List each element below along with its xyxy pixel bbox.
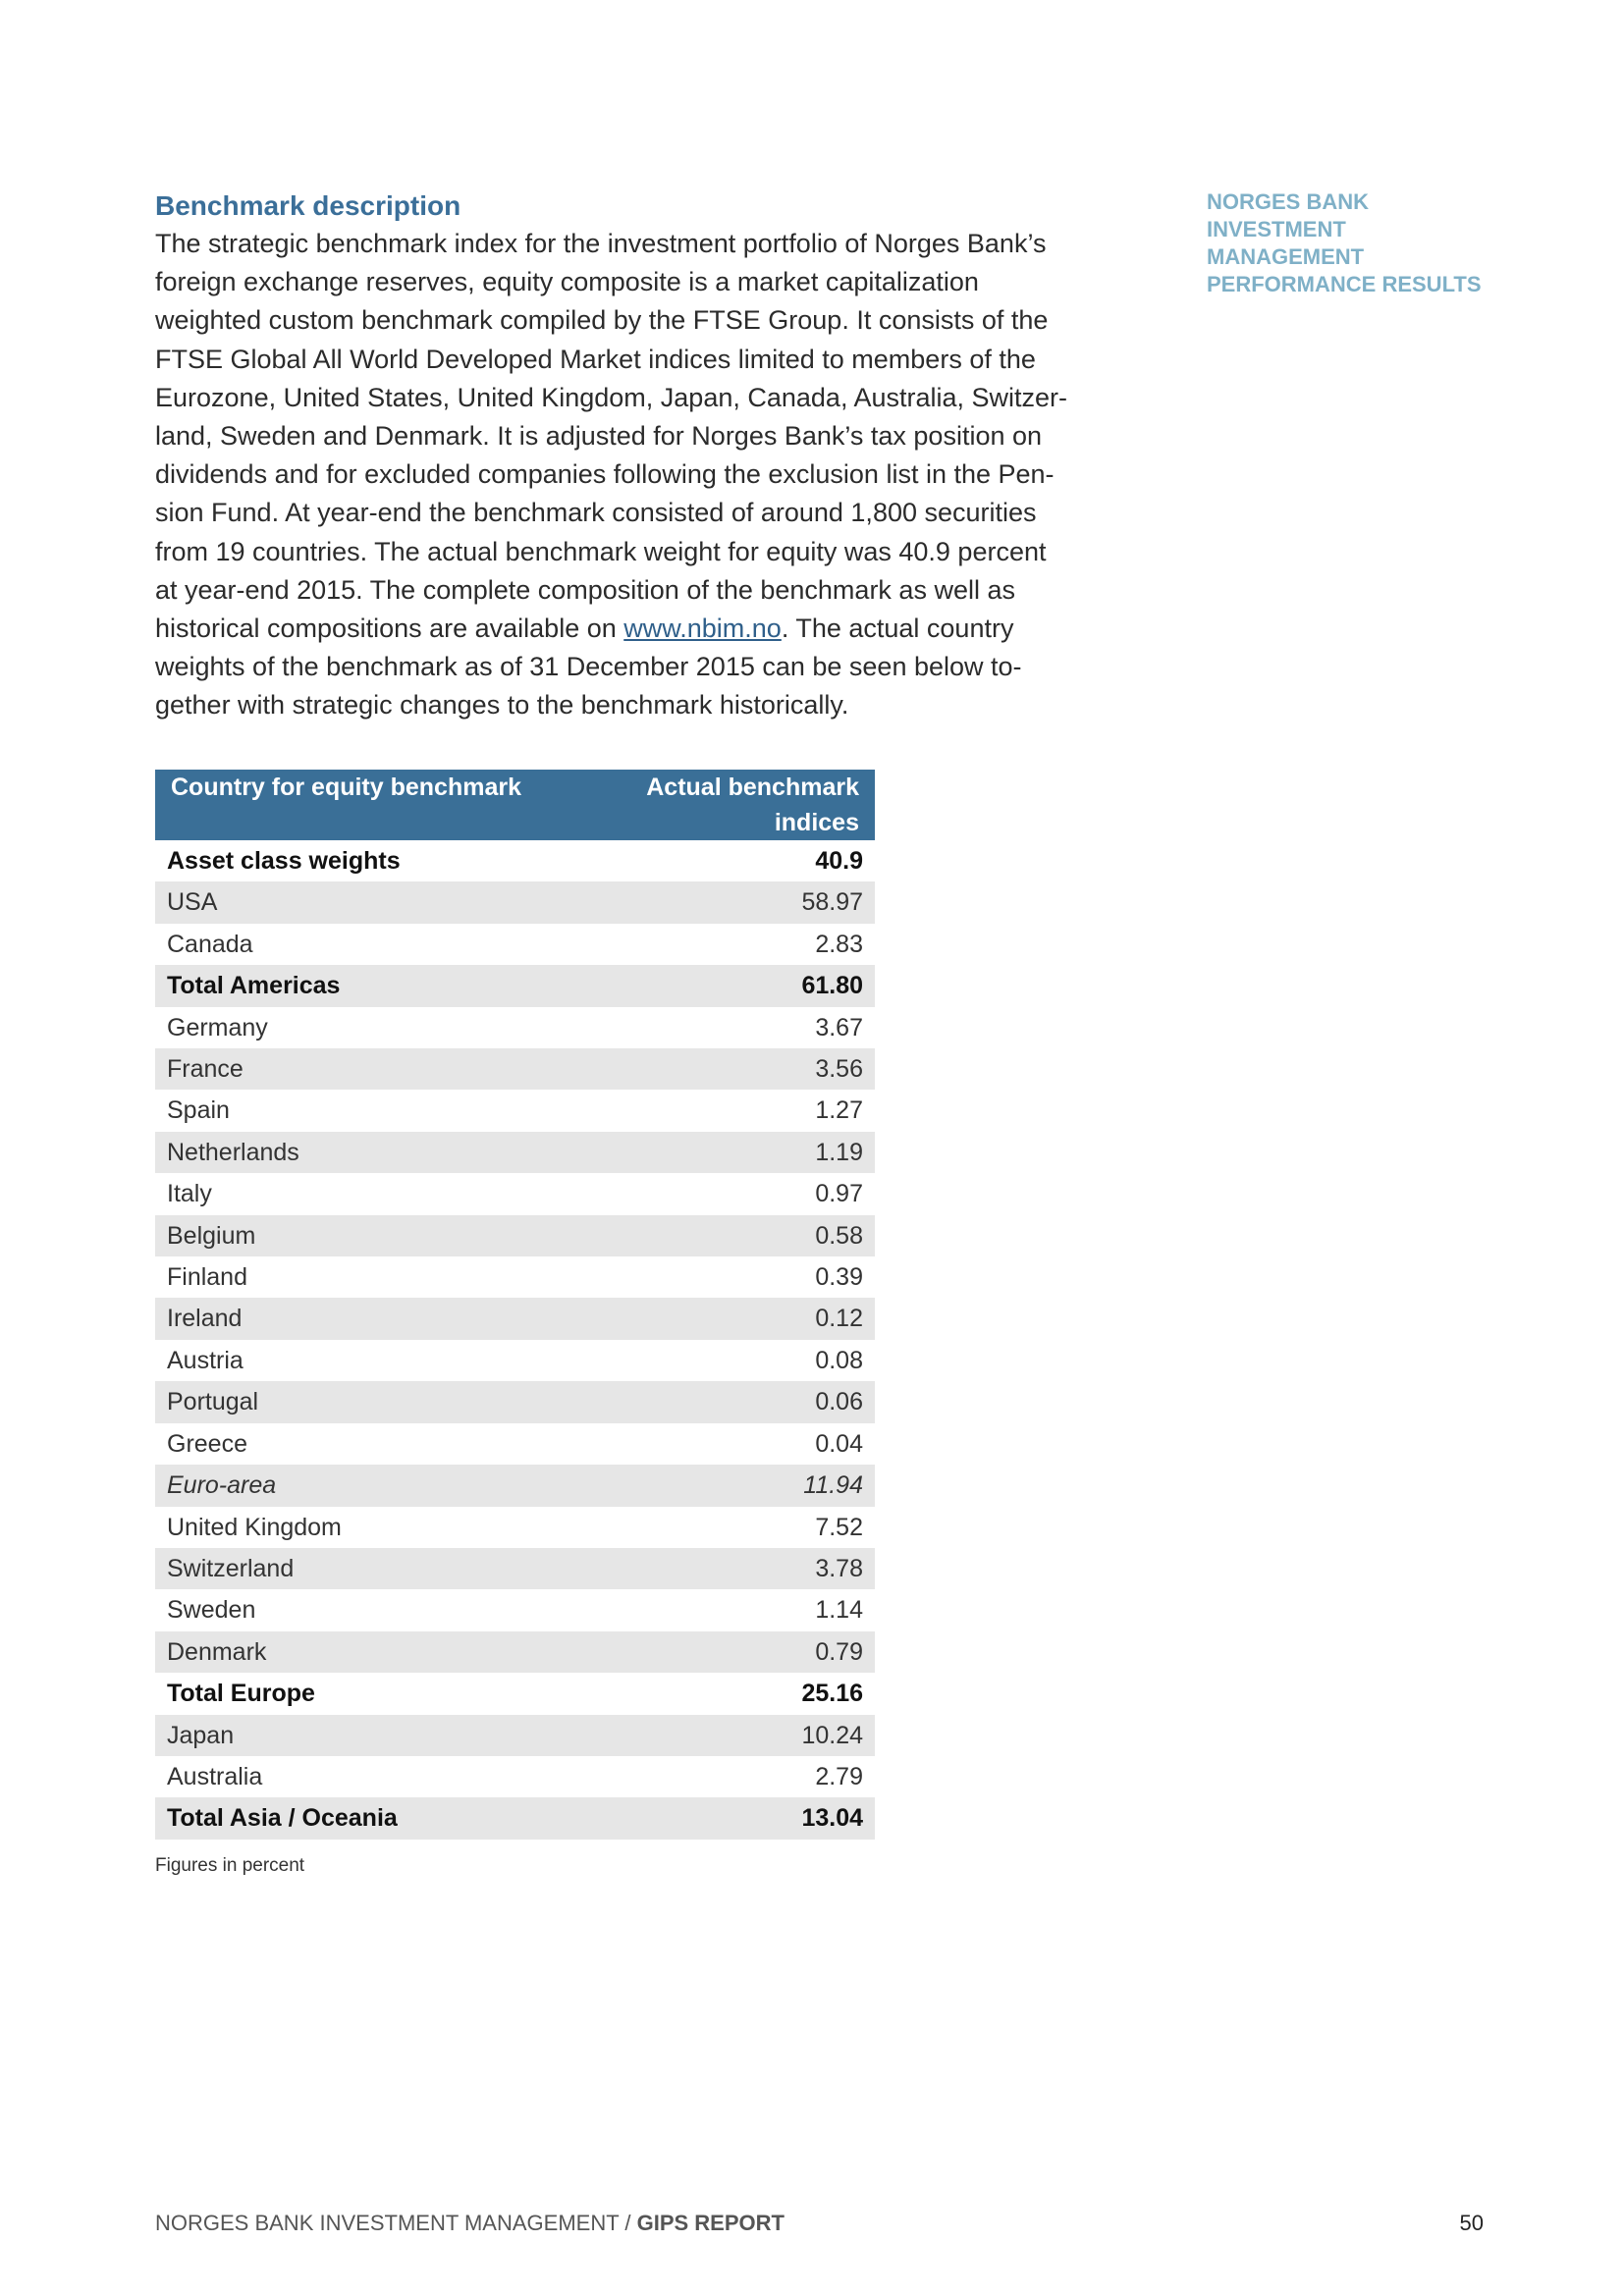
body-line: foreign exchange reserves, equity composite is a market capitalization xyxy=(155,267,979,297)
body-line: at year-end 2015. The complete composition of the benchmark as well as xyxy=(155,574,1015,605)
cell-value: 0.04 xyxy=(815,1429,863,1458)
body-line: gether with strategic changes to the benchmark historically. xyxy=(155,690,849,721)
table-row xyxy=(155,1298,875,1339)
table-row xyxy=(155,1465,875,1506)
body-line: land, Sweden and Denmark. It is adjusted for Norges Bank’s tax position on xyxy=(155,421,1043,452)
footer-org: NORGES BANK INVESTMENT MANAGEMENT / xyxy=(155,2211,637,2235)
table-row xyxy=(155,1007,875,1048)
cell-value: 58.97 xyxy=(594,881,875,923)
body-line: FTSE Global All World Developed Market indices limited to members of the xyxy=(155,344,1036,374)
link-prefix-text: historical compositions are available on xyxy=(155,614,624,644)
cell-country: Denmark xyxy=(155,1631,594,1673)
table-row xyxy=(155,1756,875,1797)
cell-value: 7.52 xyxy=(815,1513,863,1541)
header-country: Country for equity benchmark xyxy=(155,770,594,840)
cell-value: 61.80 xyxy=(594,965,875,1006)
cell-country: Austria xyxy=(167,1346,244,1374)
page-number: 50 xyxy=(1459,2211,1484,2235)
cell-value: 0.12 xyxy=(594,1298,875,1339)
cell-value: 1.14 xyxy=(815,1596,863,1625)
cell-country: Euro-area xyxy=(155,1465,594,1506)
benchmark-table-container xyxy=(155,770,875,1840)
side-heading xyxy=(1207,188,1531,298)
body-line: sion Fund. At year-end the benchmark consisted of around 1,800 securities xyxy=(155,498,1037,528)
cell-value: 2.79 xyxy=(815,1762,863,1790)
cell-country: Portugal xyxy=(155,1381,594,1422)
table-row xyxy=(155,1589,875,1630)
table-row xyxy=(155,881,875,923)
table-row xyxy=(155,1173,875,1214)
cell-value: 0.39 xyxy=(815,1263,863,1292)
cell-value: 0.79 xyxy=(594,1631,875,1673)
side-heading-line: PERFORMANCE RESULTS xyxy=(1207,272,1482,296)
body-line: weighted custom benchmark compiled by the FTSE Group. It consists of the xyxy=(155,305,1049,336)
body-line: weights of the benchmark as of 31 December 2015 can be seen below to- xyxy=(155,652,1022,682)
cell-value: 25.16 xyxy=(801,1680,863,1708)
cell-country: Spain xyxy=(167,1096,230,1125)
cell-country: France xyxy=(155,1048,594,1090)
table-body xyxy=(155,840,875,1840)
table-row xyxy=(155,1340,875,1381)
side-heading-line: INVESTMENT xyxy=(1207,217,1346,241)
cell-country: Total Europe xyxy=(167,1680,315,1708)
cell-value: 0.58 xyxy=(594,1215,875,1256)
cell-country: Greece xyxy=(167,1429,247,1458)
table-row xyxy=(155,1048,875,1090)
header-value-line: indices xyxy=(774,809,859,836)
body-paragraph xyxy=(155,225,1127,725)
cell-value: 10.24 xyxy=(594,1715,875,1756)
section-title: Benchmark description xyxy=(155,190,461,221)
cell-country: Italy xyxy=(167,1180,212,1208)
nbim-link[interactable]: www.nbim.no xyxy=(623,614,782,644)
cell-country: Switzerland xyxy=(155,1548,594,1589)
cell-value: 0.97 xyxy=(815,1180,863,1208)
benchmark-table xyxy=(155,770,875,1840)
table-row xyxy=(155,1423,875,1465)
cell-country: Belgium xyxy=(155,1215,594,1256)
table-row xyxy=(155,1507,875,1548)
table-row xyxy=(155,840,875,881)
table-row xyxy=(155,1215,875,1256)
cell-value: 3.78 xyxy=(594,1548,875,1589)
table-row xyxy=(155,1797,875,1839)
table-row xyxy=(155,1715,875,1756)
table-header-row xyxy=(155,770,875,840)
cell-value: 2.83 xyxy=(815,930,863,958)
header-value-line: Actual benchmark xyxy=(646,774,859,801)
body-line-with-link xyxy=(155,610,1127,648)
cell-value: 13.04 xyxy=(594,1797,875,1839)
cell-country: Finland xyxy=(167,1263,247,1292)
link-suffix-text: . The actual country xyxy=(781,614,1014,644)
cell-value: 0.06 xyxy=(594,1381,875,1422)
cell-country: Ireland xyxy=(155,1298,594,1339)
table-footnote: Figures in percent xyxy=(155,1855,305,1876)
cell-country: Total Americas xyxy=(155,965,594,1006)
table-row xyxy=(155,924,875,965)
body-line: Eurozone, United States, United Kingdom, Japan, Canada, Australia, Switzer- xyxy=(155,382,1068,412)
cell-country: Netherlands xyxy=(155,1132,594,1173)
cell-value: 1.19 xyxy=(594,1132,875,1173)
body-line: The strategic benchmark index for the investment portfolio of Norges Bank’s xyxy=(155,229,1047,258)
table-row xyxy=(155,965,875,1006)
cell-country: Asset class weights xyxy=(167,847,401,875)
footer-title xyxy=(155,2211,785,2236)
table-row xyxy=(155,1090,875,1131)
footer-report: GIPS REPORT xyxy=(636,2211,785,2235)
cell-country: USA xyxy=(155,881,594,923)
cell-value: 3.56 xyxy=(594,1048,875,1090)
table-row xyxy=(155,1548,875,1589)
cell-country: Canada xyxy=(167,930,253,958)
cell-country: Australia xyxy=(167,1762,263,1790)
cell-value: 1.27 xyxy=(815,1096,863,1125)
cell-country: Sweden xyxy=(167,1596,256,1625)
table-row xyxy=(155,1132,875,1173)
cell-value: 3.67 xyxy=(815,1013,863,1041)
side-heading-line: MANAGEMENT xyxy=(1207,244,1365,269)
body-line: from 19 countries. The actual benchmark weight for equity was 40.9 percent xyxy=(155,536,1047,566)
side-heading-line: NORGES BANK xyxy=(1207,189,1370,214)
cell-country: United Kingdom xyxy=(167,1513,342,1541)
table-row xyxy=(155,1673,875,1714)
cell-value: 40.9 xyxy=(815,847,863,875)
table-row xyxy=(155,1381,875,1422)
header-value xyxy=(594,770,875,840)
cell-country: Japan xyxy=(155,1715,594,1756)
table-row xyxy=(155,1256,875,1298)
body-line: dividends and for excluded companies following the exclusion list in the Pen- xyxy=(155,459,1055,490)
table-row xyxy=(155,1631,875,1673)
cell-country: Total Asia / Oceania xyxy=(155,1797,594,1839)
cell-value: 11.94 xyxy=(594,1465,875,1506)
cell-country: Germany xyxy=(167,1013,268,1041)
cell-value: 0.08 xyxy=(815,1346,863,1374)
